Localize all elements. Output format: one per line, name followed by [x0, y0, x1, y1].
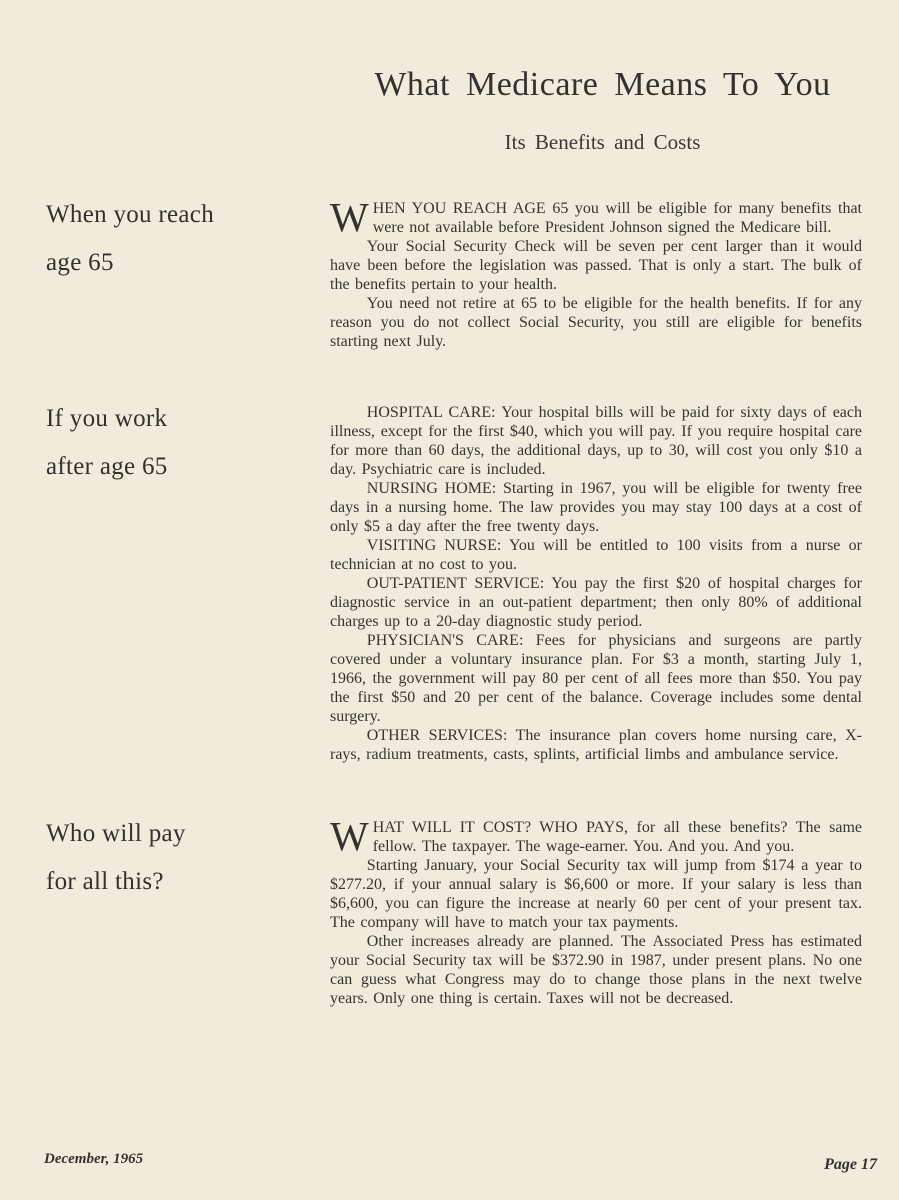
- body-paragraph-physicians-care: PHYSICIAN'S CARE: Fees for physicians and surgeons are partly covered under a voluntary insurance plan. For $3 a month, starting July 1, 1966, the government will pay 80 per cent of all fees more than $50. You pay the first $50 and 20 per cent of the balance. Coverage includes some dental surgery.: [330, 632, 862, 725]
- body-paragraph: You need not retire at 65 to be eligible for the health benefits. If for any reason you do not collect Social Security, you still are eligible for benefits starting next July.: [330, 295, 862, 350]
- body-paragraph: Starting January, your Social Security tax will jump from $174 a year to $277.20, if your annual salary is $6,600 or more. If your salary is less than $6,600, you can figure the increase at nearly 60 per cent of your present tax. The company will have to match your tax payments.: [330, 857, 862, 931]
- section-heading: [0, 199, 330, 277]
- section-body: [330, 813, 862, 1008]
- section-who-will-pay: [0, 813, 899, 1008]
- section-if-you-work-after-65: [0, 403, 899, 764]
- paragraph-text: HEN YOU REACH AGE 65 you will be eligible for many benefits that were not available before President Johnson signed the Medicare bill.: [372, 200, 862, 236]
- section-heading-line1: If you work: [46, 405, 168, 432]
- body-paragraph: Your Social Security Check will be seven per cent larger than it would have been before the legislation was passed. That is only a start. The bulk of the benefits pertain to your health.: [330, 238, 862, 293]
- footer-date: December, 1965: [44, 1151, 144, 1167]
- section-heading: [0, 818, 330, 896]
- body-paragraph: Other increases already are planned. The Associated Press has estimated your Social Security tax will be $372.90 in 1987, under present plans. No one can guess what Congress may do to change those plans in the next twelve years. Only one thing is certain. Taxes will not be decreased.: [330, 933, 862, 1007]
- section-heading-line2: after age 65: [46, 453, 168, 480]
- body-paragraph-visiting-nurse: VISITING NURSE: You will be entitled to 100 visits from a nurse or technician at no cost to you.: [330, 537, 862, 573]
- section-heading-line2: age 65: [46, 249, 114, 276]
- footer-page-number: Page 17: [824, 1156, 877, 1173]
- section-heading-line1: Who will pay: [46, 820, 186, 847]
- body-paragraph-nursing-home: NURSING HOME: Starting in 1967, you will be eligible for twenty free days in a nursing home. The law provides you may stay 100 days at a cost of only $5 a day after the free twenty days.: [330, 480, 862, 535]
- section-heading: [0, 403, 330, 481]
- section-body: [330, 403, 862, 764]
- body-paragraph: [330, 813, 862, 859]
- body-paragraph-out-patient: OUT-PATIENT SERVICE: You pay the first $20 of hospital charges for diagnostic service in an out-patient department; then only 80% of additional charges up to a 20-day diagnostic study period.: [330, 575, 862, 630]
- section-heading-line2: for all this?: [46, 868, 164, 895]
- paragraph-text: HAT WILL IT COST? WHO PAYS, for all these benefits? The same fellow. The taxpayer. The wage-earner. You. And you. And you.: [372, 819, 862, 855]
- page-subtitle: Its Benefits and Costs: [504, 130, 701, 154]
- drop-cap: W: [330, 813, 369, 859]
- section-body: [330, 194, 862, 351]
- section-when-you-reach-65: [0, 194, 899, 351]
- drop-cap: W: [330, 194, 369, 240]
- body-paragraph-hospital-care: HOSPITAL CARE: Your hospital bills will be paid for sixty days of each illness, except for the first $40, which you will pay. If you require hospital care for more than 60 days, the additional days, up to 30, will cost you only $10 a day. Psychiatric care is included.: [330, 404, 862, 478]
- body-paragraph: [330, 194, 862, 240]
- page-header: [330, 0, 875, 155]
- section-heading-line1: When you reach: [46, 201, 215, 228]
- body-paragraph-other-services: OTHER SERVICES: The insurance plan covers home nursing care, X-rays, radium treatments, casts, splints, artificial limbs and ambulance service.: [330, 727, 862, 763]
- page-title: What Medicare Means To You: [374, 66, 831, 103]
